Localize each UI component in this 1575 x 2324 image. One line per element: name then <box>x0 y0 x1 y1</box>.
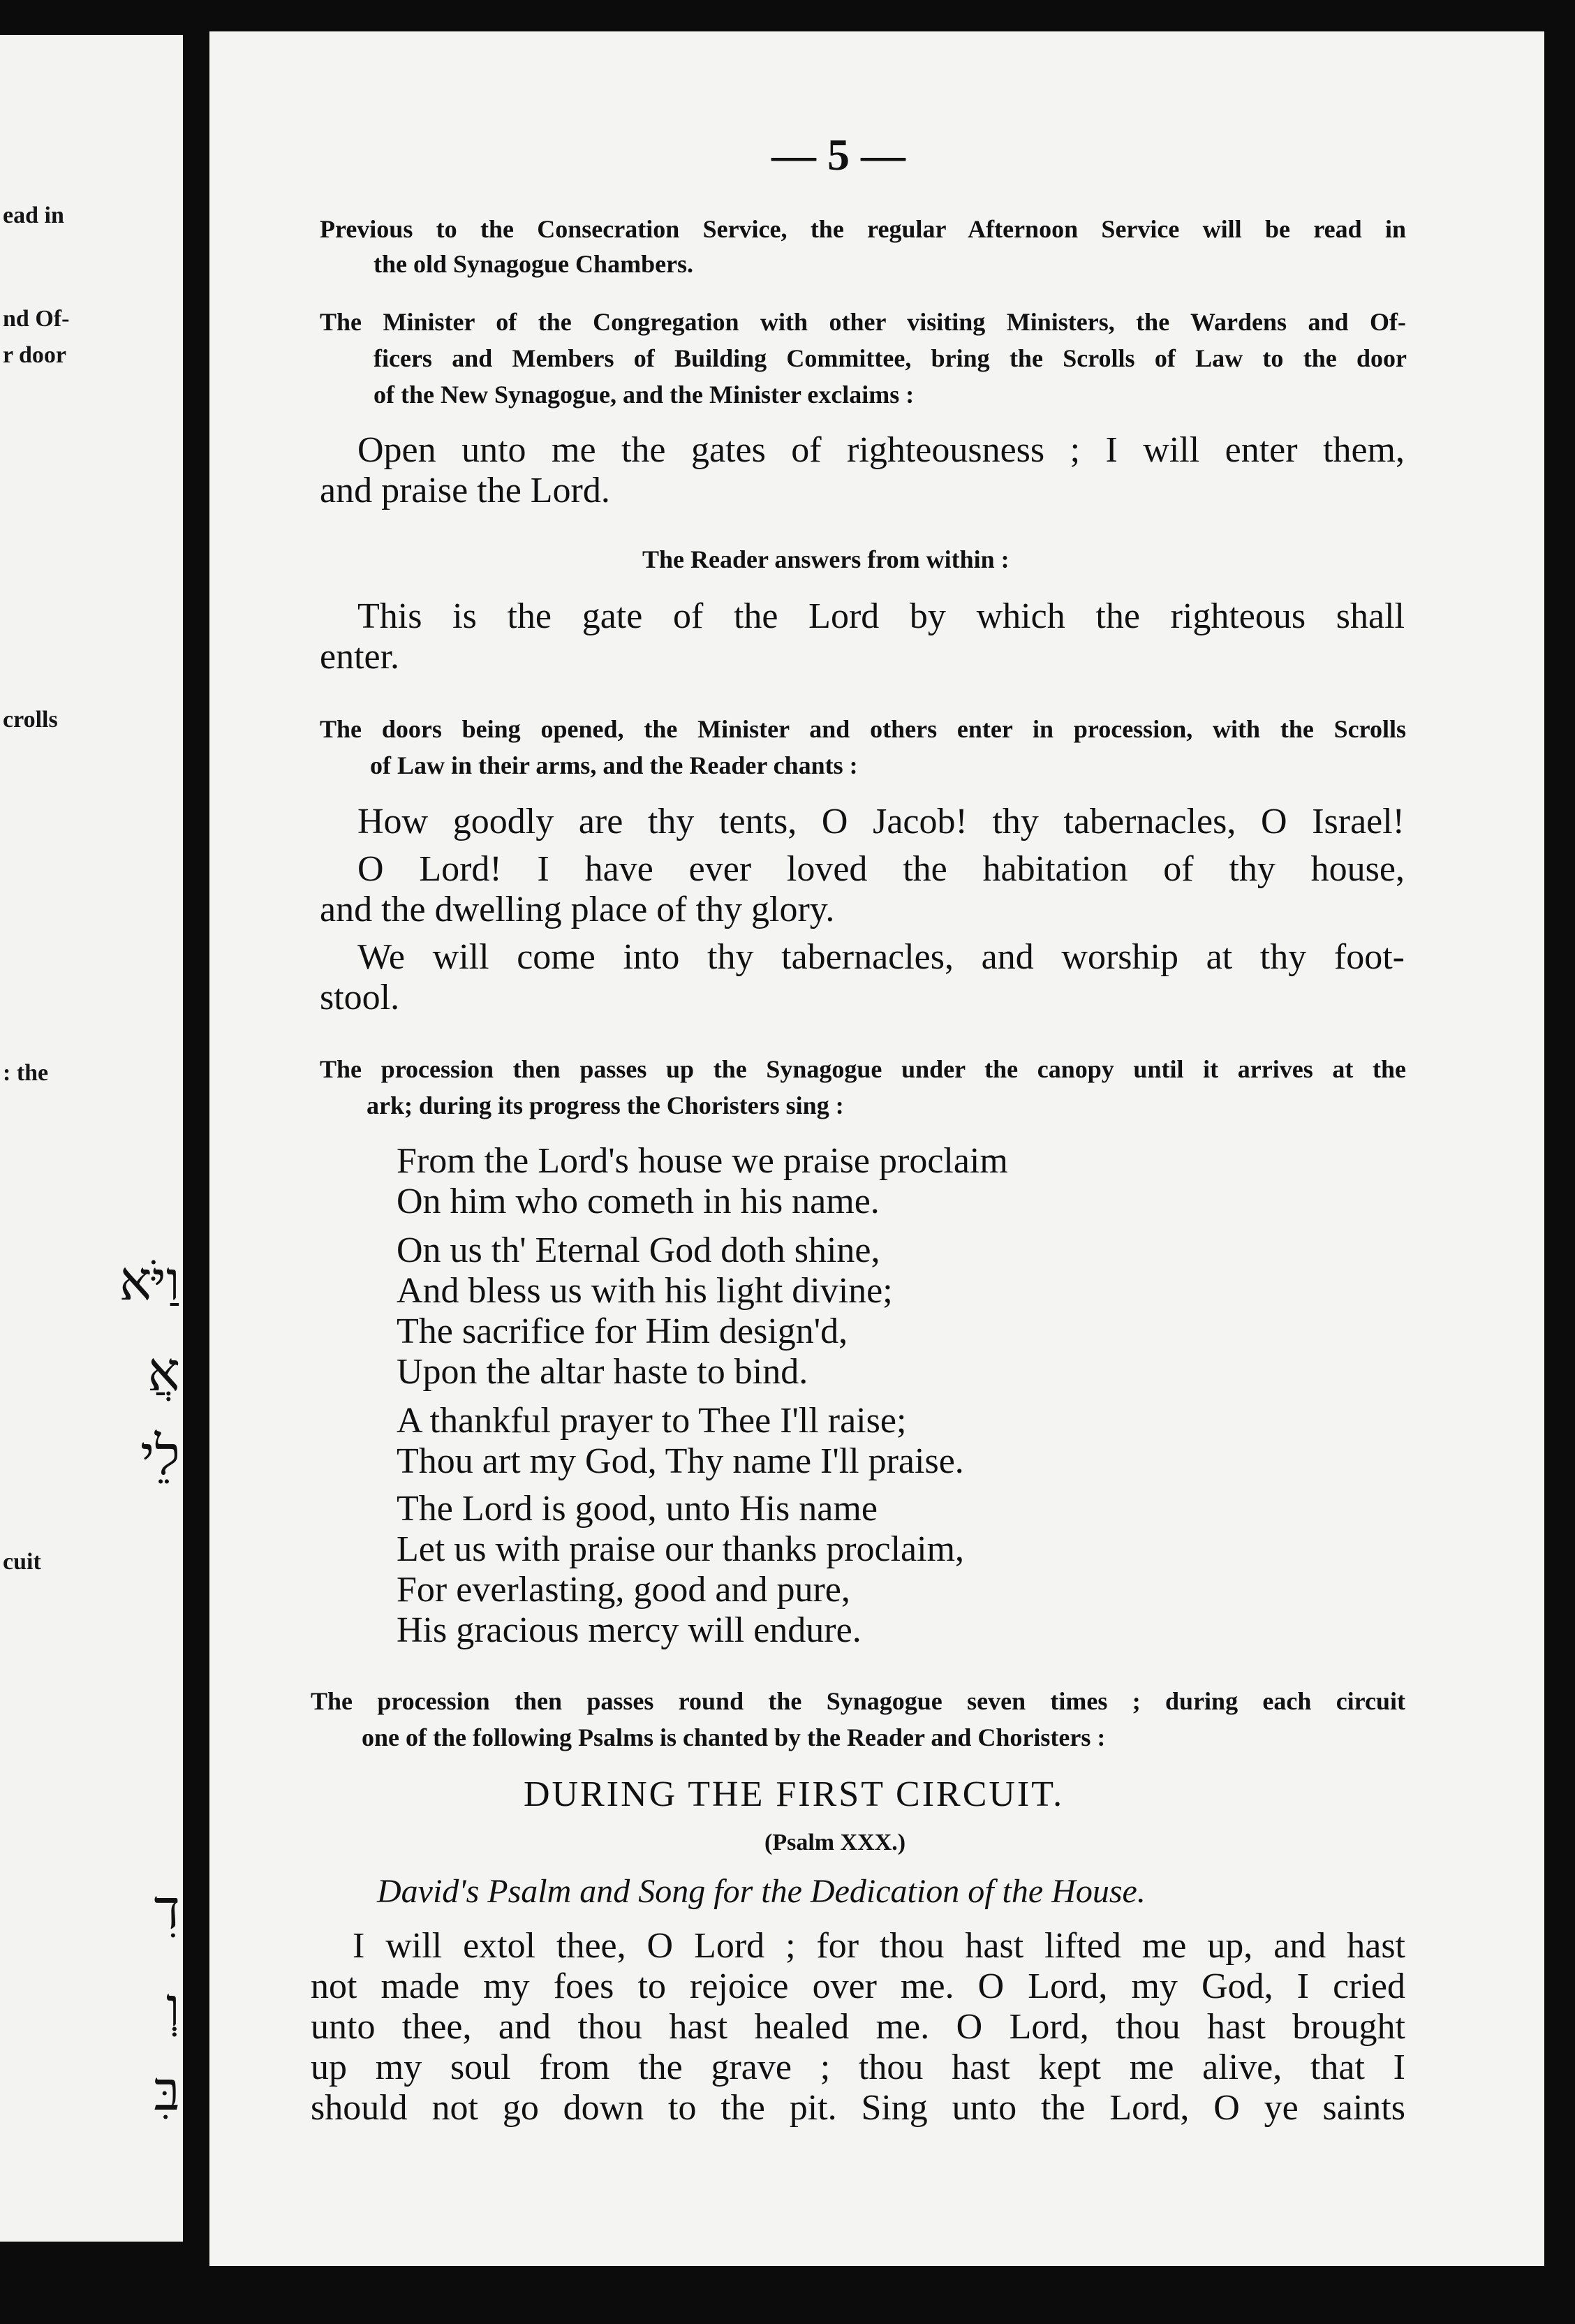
rubric-line: The Minister of the Congregation with other visiting Ministers, the Wardens and Of- <box>320 308 1406 336</box>
psalm-line: up my soul from the grave ; thou hast kept me alive, that I <box>311 2047 1405 2087</box>
hymn-line: A thankful prayer to Thee I'll raise; <box>397 1401 907 1441</box>
rubric-line: Previous to the Consecration Service, the regular Afternoon Service will be read in <box>320 215 1406 243</box>
hymn-line: For everlasting, good and pure, <box>397 1570 850 1610</box>
section-subheading: (Psalm XXX.) <box>764 1830 906 1855</box>
rubric-line: ficers and Members of Building Committee, bring the Scrolls of Law to the door <box>374 344 1407 372</box>
left-hebrew-fragment: וְ <box>166 1976 180 2039</box>
left-fragment: crolls <box>3 707 58 733</box>
left-facing-page <box>0 35 183 2242</box>
rubric-line: The procession then passes round the Synagogue seven times ; during each circuit <box>311 1687 1405 1715</box>
left-hebrew-fragment: בִּ <box>154 2060 180 2123</box>
body-line: Open unto me the gates of righteousness ; I will enter them, <box>357 430 1405 470</box>
psalm-line: unto thee, and thou hast healed me. O Lord, thou hast brought <box>311 2007 1405 2047</box>
rubric-line: The procession then passes up the Synagogue under the canopy until it arrives at the <box>320 1055 1406 1083</box>
left-fragment: : the <box>3 1060 49 1086</box>
rubric-line: one of the following Psalms is chanted by the Reader and Choristers : <box>362 1723 1106 1751</box>
body-line: and the dwelling place of thy glory. <box>320 890 835 929</box>
body-line: and praise the Lord. <box>320 471 610 510</box>
hymn-line: Thou art my God, Thy name I'll praise. <box>397 1441 964 1481</box>
left-hebrew-fragment: וַיֹּא <box>119 1250 180 1313</box>
left-hebrew-fragment: לֵי <box>140 1425 180 1487</box>
hymn-line: On us th' Eternal God doth shine, <box>397 1230 880 1270</box>
left-fragment: ead in <box>3 203 64 228</box>
body-line: stool. <box>320 978 400 1017</box>
left-fragment: nd Of- <box>3 306 70 332</box>
left-fragment: cuit <box>3 1549 41 1575</box>
hymn-line: His gracious mercy will endure. <box>397 1610 862 1650</box>
left-hebrew-fragment: אֲ <box>147 1341 180 1404</box>
rubric-line: of the New Synagogue, and the Minister exclaims : <box>374 381 915 409</box>
body-line: O Lord! I have ever loved the habitation of thy house, <box>357 849 1405 889</box>
body-line: We will come into thy tabernacles, and worship at thy foot- <box>357 937 1405 977</box>
rubric-line: The doors being opened, the Minister and others enter in procession, with the Scrolls <box>320 715 1406 743</box>
section-title: David's Psalm and Song for the Dedication of the House. <box>377 1873 1146 1910</box>
body-line: enter. <box>320 637 400 677</box>
hymn-line: And bless us with his light divine; <box>397 1271 893 1311</box>
hymn-line: Let us with praise our thanks proclaim, <box>397 1529 965 1569</box>
hymn-line: The sacrifice for Him design'd, <box>397 1311 848 1351</box>
hymn-line: From the Lord's house we praise proclaim <box>397 1141 1008 1181</box>
psalm-line: I will extol thee, O Lord ; for thou hast lifted me up, and hast <box>353 1926 1405 1966</box>
section-heading: DURING THE FIRST CIRCUIT. <box>524 1774 1065 1814</box>
left-hebrew-fragment: דִ <box>154 1878 180 1941</box>
rubric-line: ark; during its progress the Choristers sing : <box>367 1091 844 1119</box>
left-fragment: r door <box>3 342 66 368</box>
page-number: — 5 — <box>771 130 905 179</box>
rubric-line: The Reader answers from within : <box>642 545 1010 573</box>
psalm-line: not made my foes to rejoice over me. O Lord, my God, I cried <box>311 1966 1405 2006</box>
rubric-line: the old Synagogue Chambers. <box>374 250 694 278</box>
body-line: How goodly are thy tents, O Jacob! thy tabernacles, O Israel! <box>357 802 1405 841</box>
hymn-line: On him who cometh in his name. <box>397 1182 880 1221</box>
hymn-line: The Lord is good, unto His name <box>397 1489 878 1529</box>
body-line: This is the gate of the Lord by which the righteous shall <box>357 596 1405 636</box>
rubric-line: of Law in their arms, and the Reader chants : <box>370 751 858 779</box>
main-page <box>209 31 1544 2266</box>
psalm-line: should not go down to the pit. Sing unto the Lord, O ye saints <box>311 2088 1405 2128</box>
hymn-line: Upon the altar haste to bind. <box>397 1352 808 1392</box>
